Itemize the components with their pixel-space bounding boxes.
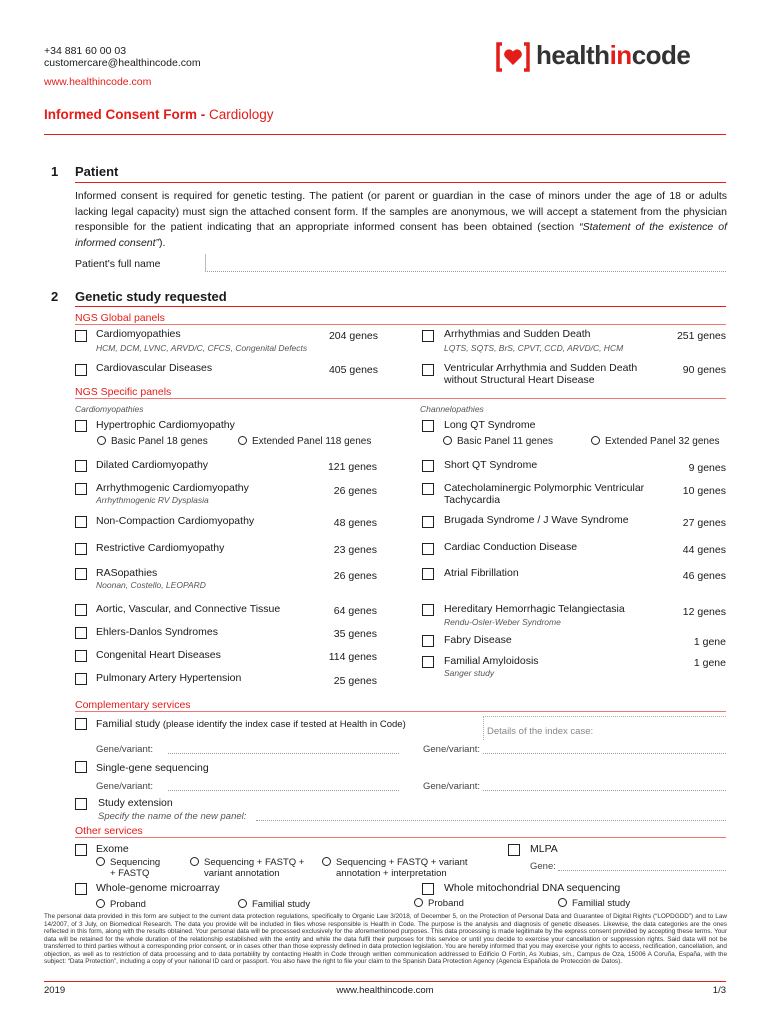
single-gene-variant-input-1[interactable] xyxy=(168,790,399,791)
label-microarray: Whole-genome microarray xyxy=(96,882,220,894)
radio-mito-proband[interactable] xyxy=(414,898,423,907)
option-mito-familial[interactable] xyxy=(558,898,630,909)
familial-gene-variant-label: Gene/variant: xyxy=(96,744,154,755)
genes-cardiovascular-diseases: 405 genes xyxy=(328,364,378,376)
sub-cardiomyopathies: HCM, DCM, LVNC, ARVD/C, CFCS, Congenital Defects xyxy=(96,343,308,353)
consent-paragraph-text: Informed consent is required for genetic testing. The patient (or parent or guardian in the case of minors under the age of 18 or adults lacking legal capacity) must sign the attached consent form. If the samples are anonymous, we will accept a statement from the physician responsible for the patient indicating that an appropriate informed consent has been obtained (section xyxy=(75,190,727,233)
genes-hht: 12 genes xyxy=(682,606,726,618)
label-ehlers-danlos: Ehlers-Danlos Syndromes xyxy=(96,626,218,638)
genes-fabry: 1 gene xyxy=(693,636,726,648)
sub-hht: Rendu-Osler-Weber Syndrome xyxy=(444,617,561,627)
label-cpvt-line2: Tachycardia xyxy=(444,494,501,506)
familial-study-title: Familial study xyxy=(96,718,161,730)
label-cpvt xyxy=(444,482,644,506)
radio-lqt-extended[interactable] xyxy=(591,436,600,445)
title-main: Informed Consent Form - xyxy=(44,107,209,122)
title-sub: Cardiology xyxy=(209,107,274,122)
label-exome: Exome xyxy=(96,843,129,855)
index-case-details-input[interactable] xyxy=(483,716,726,740)
option-exome-3-line2: annotation + interpretation xyxy=(336,868,447,879)
checkbox-arrhythmias-sudden-death[interactable] xyxy=(422,330,434,342)
sub-rasopathies: Noonan, Costello, LEOPARD xyxy=(96,580,206,590)
checkbox-hypertrophic-cardiomyopathy[interactable] xyxy=(75,420,87,432)
checkbox-familial-study[interactable] xyxy=(75,718,87,730)
label-brugada: Brugada Syndrome / J Wave Syndrome xyxy=(444,514,629,526)
genes-rasopathies: 26 genes xyxy=(333,570,377,582)
label-ventricular-arrhythmia-line2: without Structural Heart Disease xyxy=(444,374,595,386)
option-microarray-familial[interactable] xyxy=(238,899,310,910)
genes-ventricular-arrhythmia: 90 genes xyxy=(682,364,726,376)
checkbox-study-extension[interactable] xyxy=(75,798,87,810)
checkbox-rasopathies[interactable] xyxy=(75,568,87,580)
radio-exome-1[interactable] xyxy=(96,857,105,866)
checkbox-congenital-heart[interactable] xyxy=(75,650,87,662)
label-familial-study xyxy=(96,718,406,730)
radio-mito-familial[interactable] xyxy=(558,898,567,907)
label-cardiomyopathies: Cardiomyopathies xyxy=(96,328,181,340)
option-exome-1[interactable] xyxy=(96,857,160,879)
ngs-global-heading: NGS Global panels xyxy=(75,312,165,324)
genes-arrhythmias-sudden-death: 251 genes xyxy=(676,330,726,342)
new-panel-label: Specify the name of the new panel: xyxy=(98,811,247,822)
category-channelopathies: Channelopathies xyxy=(420,404,484,414)
option-hcm-basic-label: Basic Panel 18 genes xyxy=(111,436,208,447)
label-aortic-vascular: Aortic, Vascular, and Connective Tissue xyxy=(96,603,281,615)
genes-dilated-cardiomyopathy: 121 genes xyxy=(327,461,377,473)
footer-page-number: 1/3 xyxy=(712,985,726,996)
index-case-details-label: Details of the index case: xyxy=(487,726,594,737)
title-divider xyxy=(44,134,726,135)
option-exome-3-line1: Sequencing + FASTQ + variant xyxy=(336,857,468,868)
checkbox-dilated-cardiomyopathy[interactable] xyxy=(75,460,87,472)
label-short-qt: Short QT Syndrome xyxy=(444,459,538,471)
checkbox-single-gene[interactable] xyxy=(75,761,87,773)
option-exome-1-line1: Sequencing xyxy=(110,857,161,868)
checkbox-restrictive[interactable] xyxy=(75,543,87,555)
phone-number: +34 881 60 00 03 xyxy=(44,45,127,57)
checkbox-exome[interactable] xyxy=(75,844,87,856)
single-gene-variant-label-2: Gene/variant: xyxy=(423,781,481,792)
ngs-specific-line xyxy=(75,398,726,399)
label-restrictive: Restrictive Cardiomyopathy xyxy=(96,542,225,554)
complementary-heading: Complementary services xyxy=(75,699,191,711)
genes-restrictive: 23 genes xyxy=(333,544,377,556)
checkbox-ventricular-arrhythmia[interactable] xyxy=(422,364,434,376)
radio-exome-3[interactable] xyxy=(322,857,331,866)
option-mito-proband-label: Proband xyxy=(428,898,464,909)
label-atrial-fibrillation: Atrial Fibrillation xyxy=(444,567,519,579)
checkbox-cardiac-conduction[interactable] xyxy=(422,543,434,555)
checkbox-cardiovascular-diseases[interactable] xyxy=(75,364,87,376)
radio-microarray-familial[interactable] xyxy=(238,899,247,908)
label-pulmonary-hypertension: Pulmonary Artery Hypertension xyxy=(96,672,242,684)
mlpa-gene-input[interactable] xyxy=(558,870,726,871)
genes-congenital-heart: 114 genes xyxy=(328,651,377,663)
checkbox-hht[interactable] xyxy=(422,604,434,616)
genes-ehlers-danlos: 35 genes xyxy=(333,628,377,640)
radio-exome-2[interactable] xyxy=(190,857,199,866)
radio-hcm-extended[interactable] xyxy=(238,436,247,445)
mlpa-gene-label: Gene: xyxy=(530,861,556,872)
label-single-gene: Single-gene sequencing xyxy=(96,762,209,774)
genes-pulmonary-hypertension: 25 genes xyxy=(333,675,377,687)
genes-cardiomyopathies: 204 genes xyxy=(328,330,378,342)
checkbox-atrial-fibrillation[interactable] xyxy=(422,568,434,580)
radio-lqt-basic[interactable] xyxy=(443,436,452,445)
checkbox-ehlers-danlos[interactable] xyxy=(75,627,87,639)
option-exome-1-line2: + FASTQ xyxy=(110,868,150,879)
header-contact xyxy=(44,45,201,69)
single-gene-variant-input-2[interactable] xyxy=(483,790,726,791)
ngs-specific-heading: NGS Specific panels xyxy=(75,386,172,398)
radio-microarray-proband[interactable] xyxy=(96,899,105,908)
option-exome-2[interactable] xyxy=(190,857,304,879)
genes-short-qt: 9 genes xyxy=(688,462,726,474)
label-non-compaction: Non-Compaction Cardiomyopathy xyxy=(96,515,255,527)
label-cardiovascular-diseases: Cardiovascular Diseases xyxy=(96,362,213,374)
sub-familial-amyloidosis: Sanger study xyxy=(444,668,495,678)
option-exome-3[interactable] xyxy=(322,857,468,879)
complementary-line xyxy=(75,711,726,712)
checkbox-pulmonary-hypertension[interactable] xyxy=(75,673,87,685)
footer-divider xyxy=(44,981,726,982)
genes-familial-amyloidosis: 1 gene xyxy=(693,657,726,669)
genes-arrhythmogenic-cardiomyopathy: 26 genes xyxy=(333,485,377,497)
checkbox-brugada[interactable] xyxy=(422,516,434,528)
option-lqt-extended[interactable] xyxy=(591,436,720,447)
option-lqt-extended-label: Extended Panel 32 genes xyxy=(605,436,720,447)
section-1-title: Patient xyxy=(75,164,119,179)
label-fabry: Fabry Disease xyxy=(444,634,512,646)
checkbox-long-qt[interactable] xyxy=(422,420,434,432)
label-study-extension: Study extension xyxy=(98,797,173,809)
label-congenital-heart: Congenital Heart Diseases xyxy=(96,649,221,661)
label-arrhythmogenic-cardiomyopathy: Arrhythmogenic Cardiomyopathy xyxy=(96,482,249,494)
label-familial-amyloidosis: Familial Amyloidosis xyxy=(444,655,539,667)
option-exome-2-line1: Sequencing + FASTQ + xyxy=(204,857,305,868)
legal-notice: The personal data provided in this form are subject to the current data protection regulations, specifically to Organic Law 3/2018, of December 5, on the Protection of Personal Data and Guarantee of Digital Rights (“LOPDGDD”) and to Law 14/2007, of 3 July, on Biomedical Research. The data you provide will be included in files whose responsible is Health in Code. The purpose is the analysis and diagnosis of genetic diseases. Likewise, the data categories are the ones reflected in this form, along with the results obtained. Your personal data will be processed exclusively for the aforementioned purposes. This data processing is made legitimate by the express consent provided by accepting these terms. Your data will be retained for the whole duration of the relationship established with the entity and while the data fulfil their purposes for this service or until you decide to exercise your cancellation or suppression rights. Said data will not be transferred to third parties without a corresponding prior consent, or in cases other than those expressly defined in data protection legislation. You are hereby informed that you may exercise your rights to access, rectification, cancellation, and objection, as well as to restriction of data processing and to data portability by contacting Health in Code through written communication addressed to Edificio O Fortín, As Xubias, s/n., Campus de Oza, 15006 A Coruña, España, with the subject: “Data Protection”, including a copy of your national ID card or passport. You also have the right to file your claim to the Spanish Data Protection Agency (Agencia Española de Protección de Datos). xyxy=(44,913,727,965)
label-hypertrophic-cardiomyopathy: Hypertrophic Cardiomyopathy xyxy=(96,419,235,431)
familial-gene-variant-input-1[interactable] xyxy=(168,753,399,754)
checkbox-cardiomyopathies[interactable] xyxy=(75,330,87,342)
genes-non-compaction: 48 genes xyxy=(333,517,377,529)
section-2-title: Genetic study requested xyxy=(75,289,227,304)
checkbox-microarray[interactable] xyxy=(75,883,87,895)
label-cardiac-conduction: Cardiac Conduction Disease xyxy=(444,541,578,553)
checkbox-arrhythmogenic-cardiomyopathy[interactable] xyxy=(75,483,87,495)
option-microarray-proband-label: Proband xyxy=(110,899,146,910)
checkbox-non-compaction[interactable] xyxy=(75,516,87,528)
option-lqt-basic-label: Basic Panel 11 genes xyxy=(457,436,553,447)
label-hht: Hereditary Hemorrhagic Telangiectasia xyxy=(444,603,625,615)
checkbox-familial-amyloidosis[interactable] xyxy=(422,656,434,668)
footer-year: 2019 xyxy=(44,985,66,996)
single-gene-variant-label: Gene/variant: xyxy=(96,781,154,792)
company-logo xyxy=(496,38,736,78)
option-microarray-familial-label: Familial study xyxy=(252,899,311,910)
label-arrhythmias-sudden-death: Arrhythmias and Sudden Death xyxy=(444,328,591,340)
consent-quote: “Statement of the existence of informed consent” xyxy=(75,221,728,249)
section-2-number: 2 xyxy=(51,289,59,304)
section-1-number: 1 xyxy=(51,164,59,179)
checkbox-mlpa[interactable] xyxy=(508,844,520,856)
page-title xyxy=(44,107,274,122)
label-mito: Whole mitochondrial DNA sequencing xyxy=(444,882,621,894)
label-cpvt-line1: Catecholaminergic Polymorphic Ventricular xyxy=(444,482,645,494)
familial-gene-variant-input-2[interactable] xyxy=(483,753,726,754)
patient-name-label: Patient's full name xyxy=(75,258,161,270)
sub-arrhythmias-sudden-death: LQTS, SQTS, BrS, CPVT, CCD, ARVD/C, HCM xyxy=(444,343,624,353)
other-services-heading: Other services xyxy=(75,825,143,837)
consent-paragraph-end: ). xyxy=(159,236,166,249)
genes-atrial-fibrillation: 46 genes xyxy=(682,570,726,582)
checkbox-aortic-vascular[interactable] xyxy=(75,604,87,616)
option-microarray-proband[interactable] xyxy=(96,899,146,910)
category-cardiomyopathies: Cardiomyopathies xyxy=(75,404,144,414)
section-2-divider xyxy=(75,306,726,307)
logo-text-in: in xyxy=(609,40,632,70)
label-ventricular-arrhythmia xyxy=(444,362,637,386)
section-1-divider xyxy=(75,182,726,183)
genes-aortic-vascular: 64 genes xyxy=(333,605,377,617)
logo-text-health: health xyxy=(536,40,610,70)
option-hcm-basic[interactable] xyxy=(97,436,208,447)
footer-website[interactable]: www.healthincode.com xyxy=(336,985,434,996)
email-address: customercare@healthincode.com xyxy=(44,57,201,69)
other-services-line xyxy=(75,837,726,838)
heart-bracket-icon xyxy=(496,42,530,72)
genes-cardiac-conduction: 44 genes xyxy=(682,544,726,556)
header-website-link[interactable]: www.healthincode.com xyxy=(44,76,152,88)
new-panel-input[interactable] xyxy=(256,820,726,821)
checkbox-fabry[interactable] xyxy=(422,635,434,647)
logo-text-code: code xyxy=(631,40,691,70)
consent-paragraph xyxy=(75,189,727,251)
checkbox-mito[interactable] xyxy=(422,883,434,895)
familial-gene-variant-label-2: Gene/variant: xyxy=(423,744,481,755)
genes-cpvt: 10 genes xyxy=(682,485,726,497)
label-dilated-cardiomyopathy: Dilated Cardiomyopathy xyxy=(96,459,209,471)
familial-study-note: (please identify the index case if tested at Health in Code) xyxy=(160,719,406,730)
option-mito-proband[interactable] xyxy=(414,898,464,909)
checkbox-cpvt[interactable] xyxy=(422,483,434,495)
label-ventricular-arrhythmia-line1: Ventricular Arrhythmia and Sudden Death xyxy=(444,362,638,374)
radio-hcm-basic[interactable] xyxy=(97,436,106,445)
label-long-qt: Long QT Syndrome xyxy=(444,419,536,431)
option-lqt-basic[interactable] xyxy=(443,436,553,447)
label-mlpa: MLPA xyxy=(530,843,558,855)
option-mito-familial-label: Familial study xyxy=(572,898,631,909)
checkbox-short-qt[interactable] xyxy=(422,460,434,472)
ngs-global-line xyxy=(75,324,726,325)
label-rasopathies: RASopathies xyxy=(96,567,158,579)
genes-brugada: 27 genes xyxy=(682,517,726,529)
patient-name-input[interactable] xyxy=(205,254,726,272)
sub-arrhythmogenic-cardiomyopathy: Arrhythmogenic RV Dysplasia xyxy=(96,495,209,505)
option-exome-2-line2: variant annotation xyxy=(204,868,280,879)
option-hcm-extended-label: Extended Panel 118 genes xyxy=(252,436,372,447)
option-hcm-extended[interactable] xyxy=(238,436,371,447)
